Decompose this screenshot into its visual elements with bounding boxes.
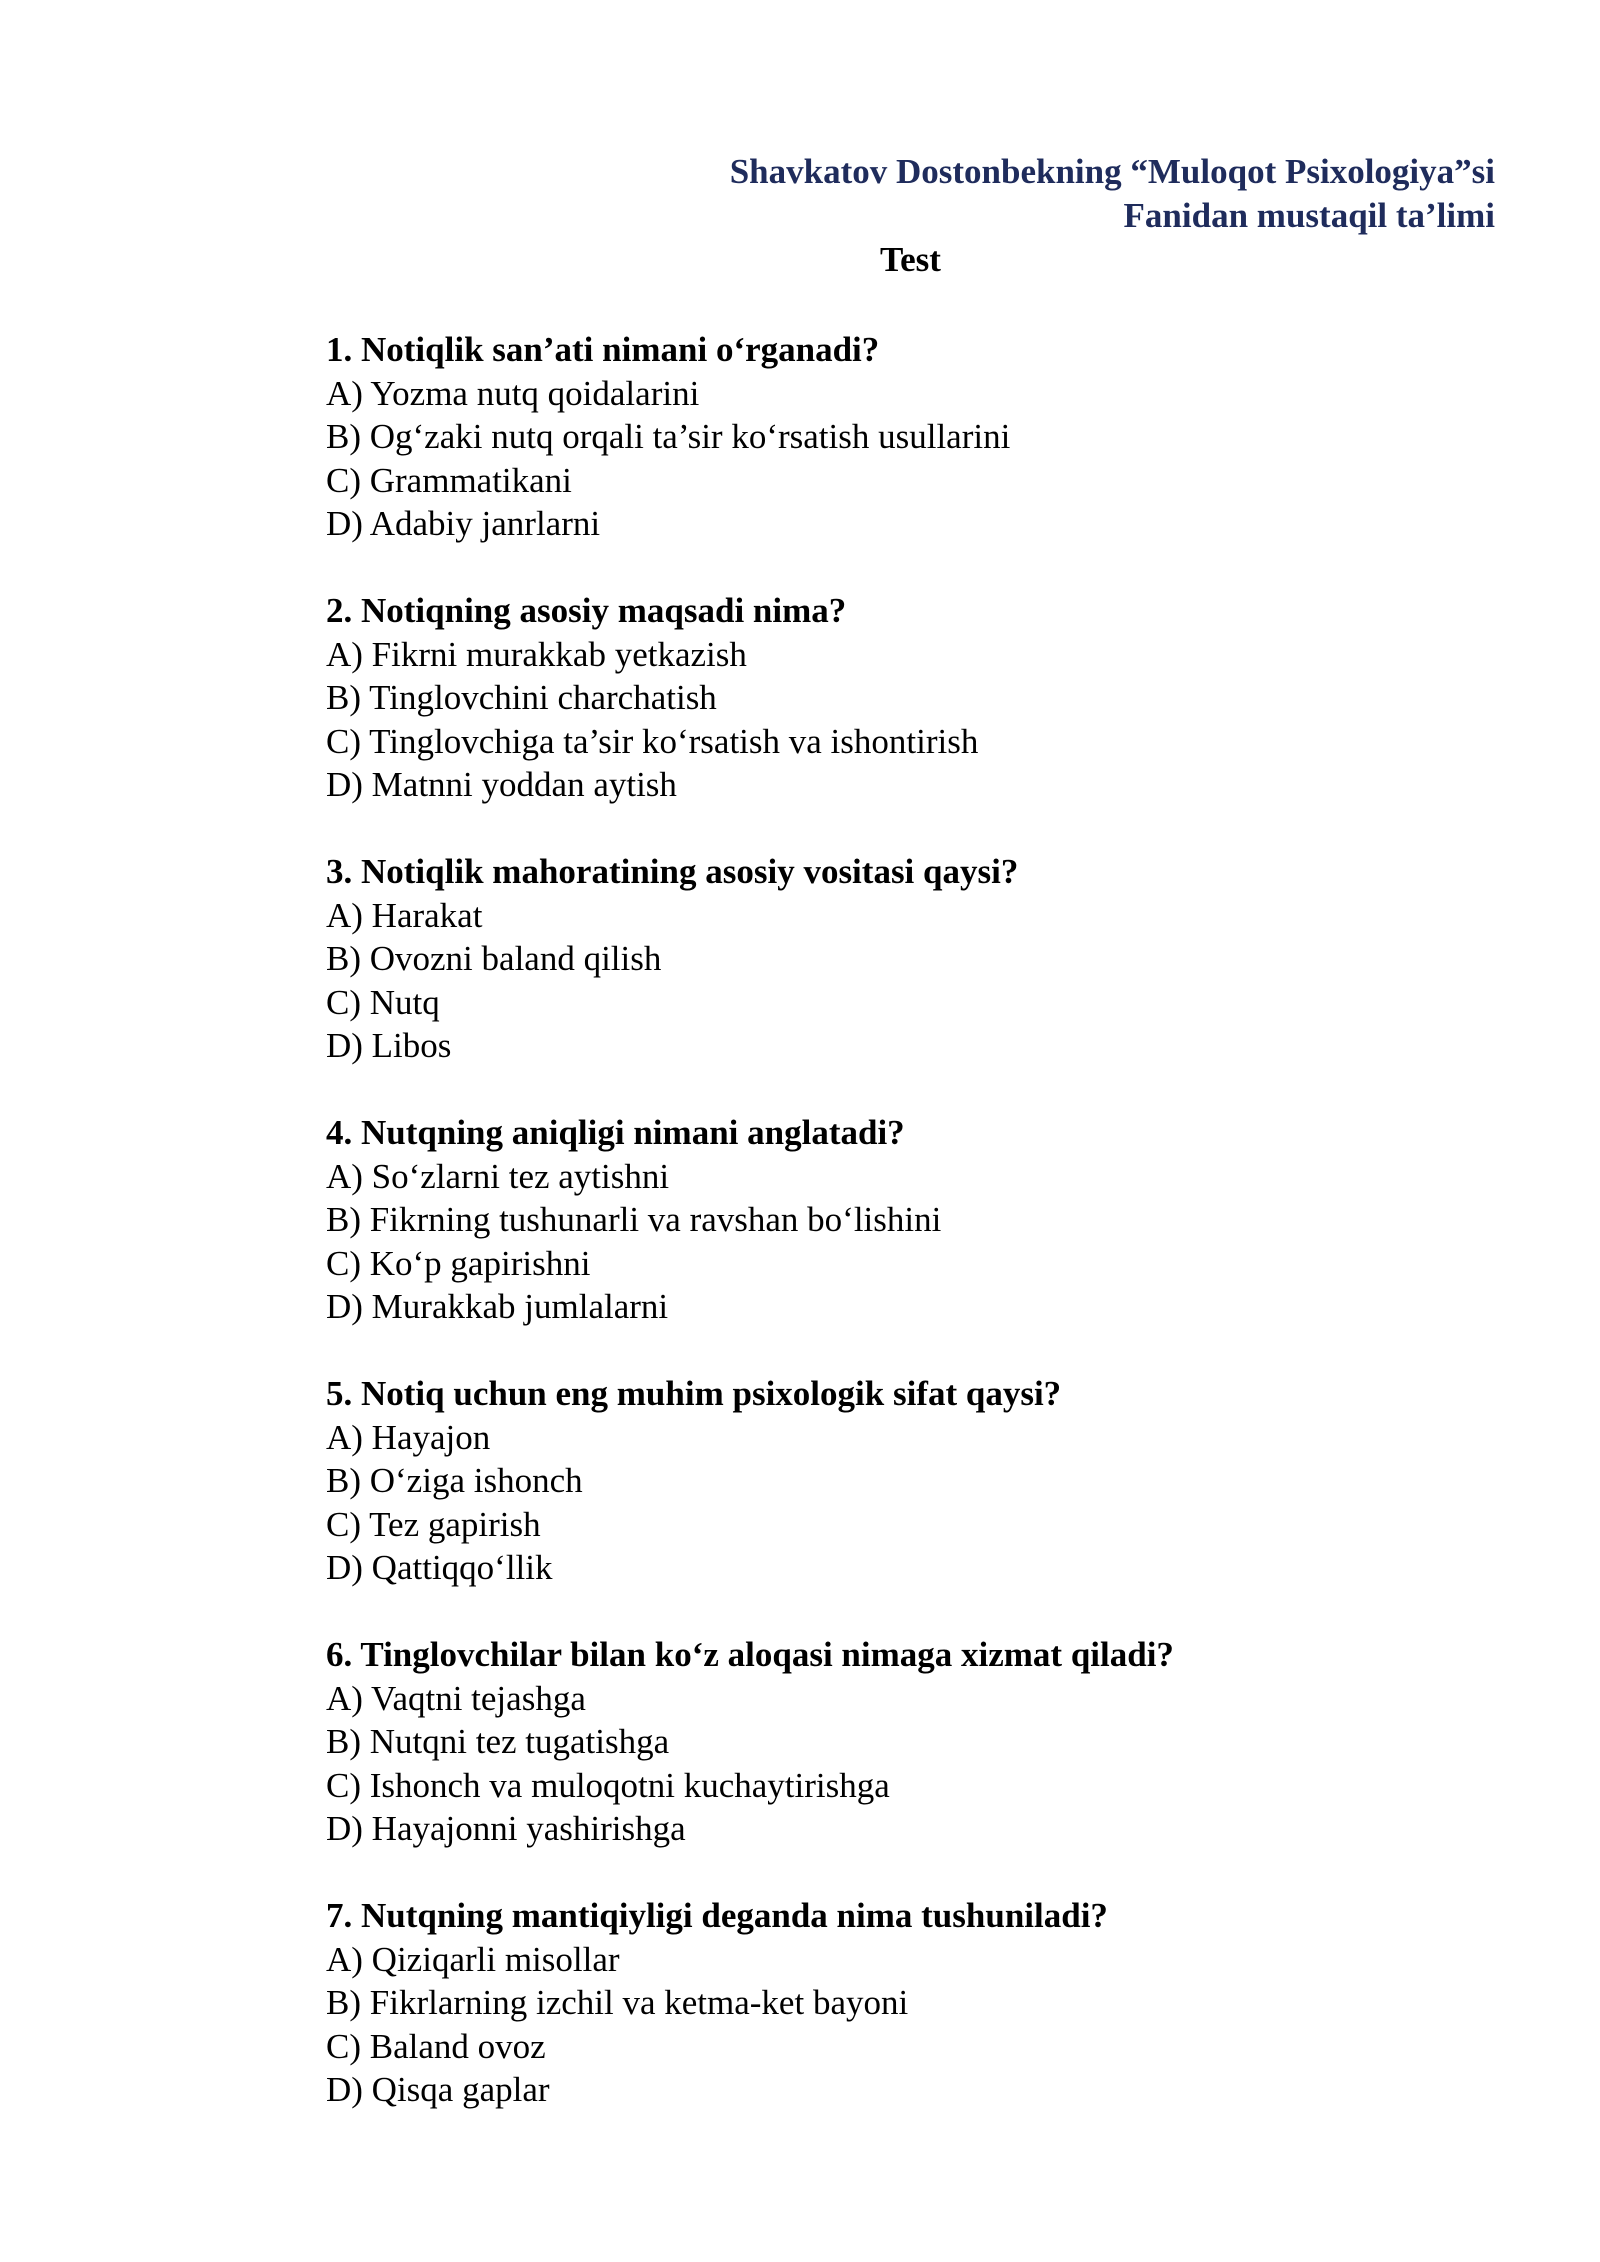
option-d: D) Matnni yoddan aytish: [326, 765, 677, 804]
option-a: A) Qiziqarli misollar: [326, 1939, 620, 1979]
question-text: 4. Nutqning aniqligi nimani anglatadi?: [326, 1113, 905, 1152]
document-header: [326, 150, 1495, 238]
option-d: D) Hayajonni yashirishga: [326, 1809, 686, 1848]
question-text: 1. Notiqlik san’ati nimani o‘rganadi?: [326, 330, 880, 369]
option-b: B) Nutqni tez tugatishga: [326, 1722, 670, 1761]
option-c: C) Ko‘p gapirishni: [326, 1243, 591, 1283]
option-c: C) Tinglovchiga ta’sir ko‘rsatish va ishontirish: [326, 721, 979, 761]
option-c: C) Nutq: [326, 982, 440, 1022]
option-a: A) Harakat: [326, 895, 483, 935]
option-d: D) Murakkab jumlalarni: [326, 1287, 669, 1326]
question-7: [326, 1894, 1495, 2112]
option-a: A) Vaqtni tejashga: [326, 1678, 586, 1718]
option-d: D) Qisqa gaplar: [326, 2070, 550, 2109]
question-4: [326, 1111, 1495, 1329]
option-d: D) Adabiy janrlarni: [326, 504, 601, 543]
questions-list: [326, 328, 1495, 2155]
option-b: B) Fikrlarning izchil va ketma-ket bayoni: [326, 1983, 909, 2022]
option-a: A) Yozma nutq qoidalarini: [326, 373, 700, 413]
option-b: B) Og‘zaki nutq orqali ta’sir ko‘rsatish usullarini: [326, 417, 1011, 456]
header-line-1: Shavkatov Dostonbekning “Muloqot Psixologiya”si: [729, 152, 1495, 191]
question-3: [326, 850, 1495, 1068]
option-c: C) Ishonch va muloqotni kuchaytirishga: [326, 1765, 890, 1805]
option-d: D) Libos: [326, 1026, 452, 1065]
question-text: 2. Notiqning asosiy maqsadi nima?: [326, 591, 847, 630]
test-title: Test: [880, 240, 941, 279]
question-text: 5. Notiq uchun eng muhim psixologik sifat qaysi?: [326, 1374, 1062, 1413]
option-b: B) Tinglovchini charchatish: [326, 678, 717, 717]
question-text: 3. Notiqlik mahoratining asosiy vositasi qaysi?: [326, 852, 1019, 891]
option-a: A) So‘zlarni tez aytishni: [326, 1156, 670, 1196]
question-6: [326, 1633, 1495, 1851]
option-a: A) Hayajon: [326, 1417, 491, 1457]
header-line-2: Fanidan mustaqil ta’limi: [1123, 196, 1495, 235]
option-c: C) Baland ovoz: [326, 2026, 546, 2066]
question-text: 6. Tinglovchilar bilan ko‘z aloqasi nimaga xizmat qiladi?: [326, 1635, 1174, 1674]
option-a: A) Fikrni murakkab yetkazish: [326, 634, 747, 674]
option-b: B) O‘ziga ishonch: [326, 1461, 583, 1500]
option-c: C) Tez gapirish: [326, 1504, 541, 1544]
question-1: [326, 328, 1495, 546]
option-b: B) Fikrning tushunarli va ravshan bo‘lishini: [326, 1200, 942, 1239]
option-c: C) Grammatikani: [326, 460, 572, 500]
option-d: D) Qattiqqo‘llik: [326, 1548, 553, 1587]
question-text: 7. Nutqning mantiqiyligi deganda nima tushuniladi?: [326, 1896, 1108, 1935]
option-b: B) Ovozni baland qilish: [326, 939, 662, 978]
question-5: [326, 1372, 1495, 1590]
question-2: [326, 589, 1495, 807]
